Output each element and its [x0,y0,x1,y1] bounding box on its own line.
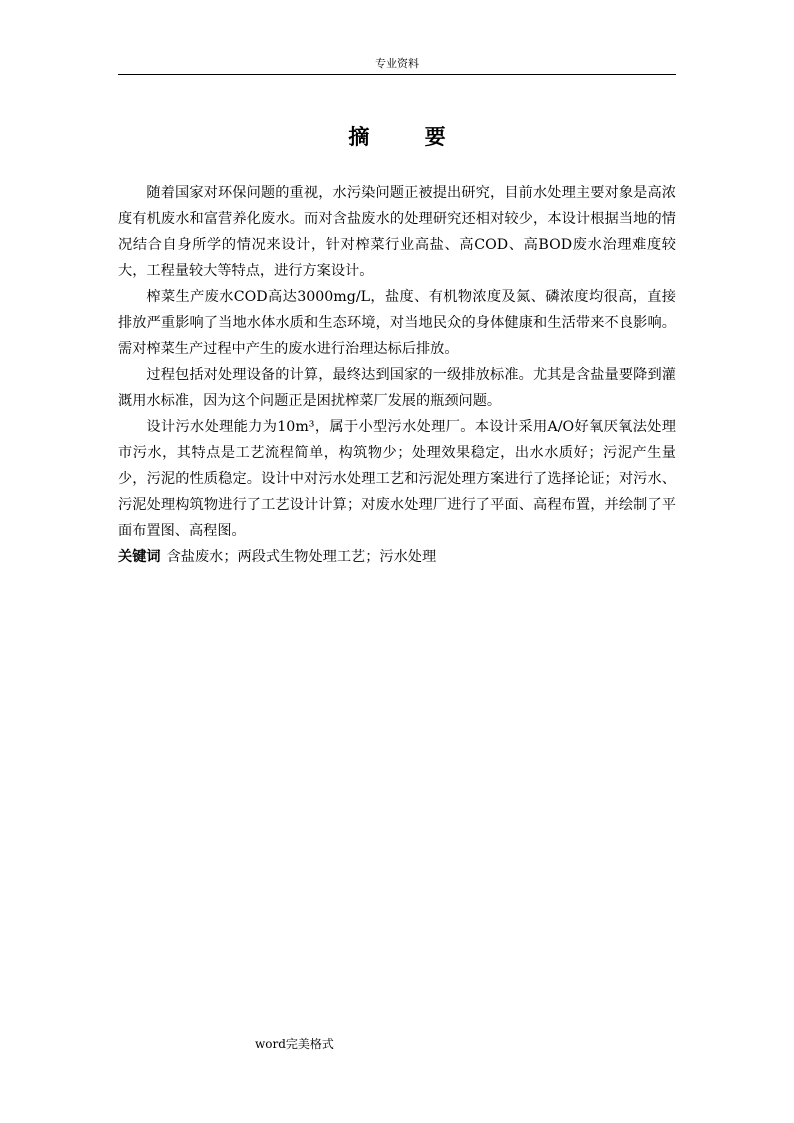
header-text: 专业资料 [375,57,419,70]
abstract-paragraph-2: 榨菜生产废水COD高达3000mg/L，盐度、有机物浓度及氮、磷浓度均很高，直接排放严重影响了当地水体水质和生态环境，对当地民众的身体健康和生活带来不良影响。需对榨菜生产过程中产生的废水进行治理达标后排放。 [118,289,676,357]
footer-text: word完美格式 [255,1037,334,1051]
page-footer [255,1036,334,1052]
abstract-paragraph-4: 设计污水处理能力为10m³，属于小型污水处理厂。本设计采用A/O好氧厌氧法处理市污水，其特点是工艺流程简单，构筑物少；处理效果稳定，出水水质好；污泥产生量少，污泥的性质稳定。设计中对污水处理工艺和污泥处理方案进行了选择论证；对污水、污泥处理构筑物进行了工艺设计计算；对废水处理厂进行了平面、高程布置，并绘制了平面布置图、高程图。 [118,419,676,539]
abstract-body [118,180,676,570]
abstract-paragraph-3: 过程包括对处理设备的计算，最终达到国家的一级排放标准。尤其是含盐量要降到灌溉用水标准，因为这个问题正是困扰榨菜厂发展的瓶颈问题。 [118,367,676,409]
keywords-value: 含盐废水；两段式生物处理工艺；污水处理 [166,549,437,565]
abstract-paragraph-1: 随着国家对环保问题的重视，水污染问题正被提出研究，目前水处理主要对象是高浓度有机废水和富营养化废水。而对含盐废水的处理研究还相对较少，本设计根据当地的情况结合自身所学的情况来设计，针对榨菜行业高盐、高COD、高BOD废水治理难度较大，工程量较大等特点，进行方案设计。 [118,185,676,279]
keywords-label: 关键词 [118,549,161,565]
page-header [118,56,676,75]
keywords-line [118,544,676,570]
abstract-title: 摘 要 [348,125,470,149]
